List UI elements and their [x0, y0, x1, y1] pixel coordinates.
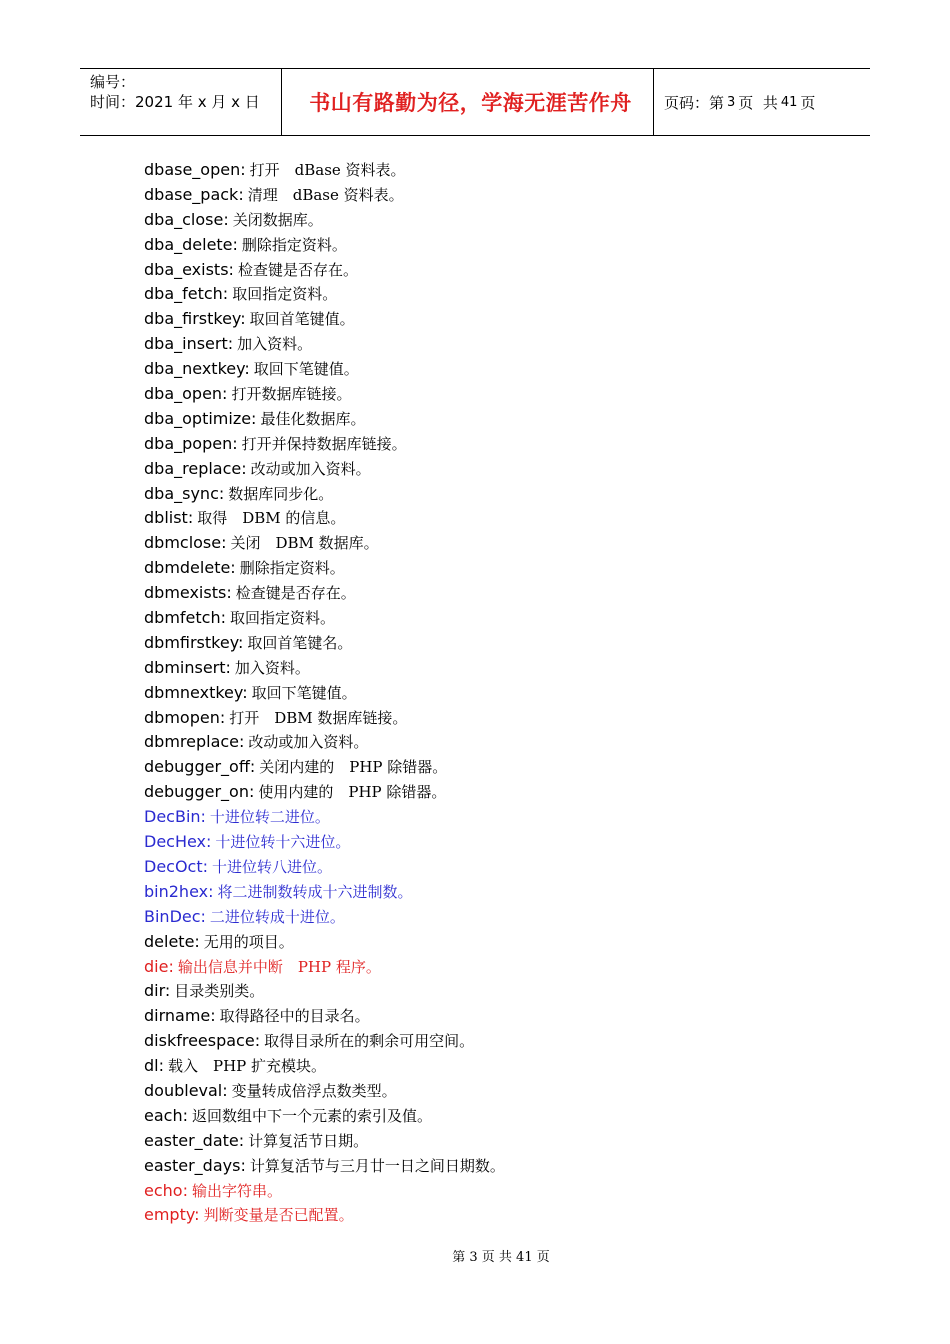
time-label: 时间：2021 年 x 月 x 日 [90, 93, 260, 111]
list-item [144, 1004, 844, 1029]
function-description: 二进位转成十进位。 [209, 907, 345, 926]
function-description: 使用内建的 PHP 除错器。 [258, 783, 447, 802]
list-item [144, 755, 844, 780]
function-description: 关闭数据库。 [232, 210, 323, 229]
list-item [144, 1054, 844, 1079]
list-item [144, 183, 844, 208]
function-description: 打开 dBase 资料表。 [249, 161, 406, 179]
page-current: 3 [727, 94, 736, 110]
page-header [80, 68, 870, 136]
function-name: dbminsert: [144, 657, 231, 677]
list-item [144, 656, 844, 681]
list-item [144, 457, 844, 482]
list-item [144, 482, 844, 507]
function-name: easter_date: [144, 1130, 245, 1150]
function-name: BinDec: [144, 906, 206, 926]
function-name: dbase_open: [144, 160, 246, 179]
function-list [144, 158, 844, 1228]
function-description: 改动或加入资料。 [248, 733, 369, 752]
function-description: 清理 dBase 资料表。 [247, 185, 404, 204]
list-item [144, 158, 844, 183]
list-item [144, 1079, 844, 1104]
function-description: 删除指定资料。 [239, 559, 345, 578]
list-item [144, 332, 844, 357]
function-description: 加入资料。 [234, 658, 310, 677]
function-name: die: [144, 956, 174, 976]
list-item [144, 382, 844, 407]
function-description: 打开数据库链接。 [231, 385, 352, 404]
function-description: 取回指定资料。 [229, 609, 335, 628]
function-description: 改动或加入资料。 [250, 459, 371, 478]
function-name: dba_sync: [144, 483, 225, 503]
function-description: 打开 DBM 数据库链接。 [229, 708, 408, 727]
function-description: 最佳化数据库。 [260, 409, 366, 428]
function-description: 取回首笔键值。 [249, 310, 355, 329]
list-item [144, 1129, 844, 1154]
function-name: doubleval: [144, 1080, 228, 1100]
list-item [144, 556, 844, 581]
function-name: dbmclose: [144, 533, 227, 553]
function-description: 载入 PHP 扩充模块。 [168, 1057, 327, 1076]
function-name: dba_firstkey: [144, 309, 246, 329]
list-item [144, 855, 844, 880]
function-description: 取回下笔键值。 [251, 683, 357, 702]
list-item [144, 830, 844, 855]
function-name: dirname: [144, 1006, 216, 1026]
function-name: dblist: [144, 508, 194, 528]
function-name: easter_days: [144, 1155, 246, 1175]
function-name: dir: [144, 981, 171, 1001]
list-item [144, 1029, 844, 1054]
function-description: 十进位转十六进位。 [215, 833, 351, 852]
list-item [144, 706, 844, 731]
function-description: 无用的项目。 [203, 932, 294, 951]
page-suffix: 页 [800, 93, 816, 112]
list-item [144, 307, 844, 332]
list-item [144, 979, 844, 1004]
list-item [144, 233, 844, 258]
function-description: 目录类别类。 [174, 982, 265, 1001]
function-name: empty: [144, 1205, 200, 1225]
function-name: each: [144, 1105, 188, 1125]
page-prefix: 页码：第 [664, 93, 725, 112]
function-description: 取得路径中的目录名。 [219, 1007, 370, 1026]
function-description: 计算复活节与三月廿一日之间日期数。 [249, 1156, 505, 1175]
function-name: dl: [144, 1056, 164, 1076]
list-item [144, 930, 844, 955]
function-description: 输出信息并中断 PHP 程序。 [177, 957, 381, 976]
number-label: 编号： [90, 73, 136, 91]
list-item [144, 631, 844, 656]
function-name: dbase_pack: [144, 184, 244, 204]
function-description: 关闭 DBM 数据库。 [230, 534, 379, 553]
list-item [144, 905, 844, 930]
list-item [144, 506, 844, 531]
list-item [144, 357, 844, 382]
function-name: DecBin: [144, 807, 206, 827]
function-name: dba_exists: [144, 259, 234, 279]
list-item [144, 780, 844, 805]
function-name: dba_close: [144, 209, 229, 229]
list-item [144, 1154, 844, 1179]
function-name: dba_fetch: [144, 284, 229, 304]
function-name: dba_open: [144, 384, 228, 404]
header-motto: 书山有路勤为径，学海无涯苦作舟 [309, 90, 632, 115]
function-name: dbmnextkey: [144, 682, 248, 702]
function-description: 关闭内建的 PHP 除错器。 [259, 758, 448, 777]
list-item [144, 531, 844, 556]
function-name: dba_nextkey: [144, 359, 250, 379]
function-description: 数据库同步化。 [228, 484, 334, 503]
list-item [144, 1203, 844, 1228]
header-info [80, 69, 282, 135]
list-item [144, 955, 844, 980]
function-name: dba_delete: [144, 234, 238, 254]
function-description: 加入资料。 [237, 335, 313, 354]
function-description: 删除指定资料。 [241, 235, 347, 254]
function-name: dba_optimize: [144, 408, 257, 428]
list-item [144, 432, 844, 457]
function-description: 打开并保持数据库链接。 [241, 434, 407, 453]
function-name: diskfreespace: [144, 1031, 261, 1051]
list-item [144, 282, 844, 307]
function-name: dbmdelete: [144, 558, 236, 578]
list-item [144, 407, 844, 432]
list-item [144, 730, 844, 755]
function-name: DecHex: [144, 832, 212, 852]
function-description: 取回指定资料。 [232, 285, 338, 304]
function-name: echo: [144, 1180, 188, 1200]
list-item [144, 258, 844, 283]
page-mid: 页 共 [738, 93, 778, 112]
function-description: 输出字符串。 [191, 1181, 282, 1200]
page-total: 41 [780, 94, 798, 110]
function-name: dba_popen: [144, 433, 238, 453]
list-item [144, 805, 844, 830]
function-name: dbmexists: [144, 583, 232, 603]
list-item [144, 1179, 844, 1204]
function-description: 十进位转二进位。 [209, 808, 330, 827]
function-name: dbmreplace: [144, 732, 245, 752]
function-name: DecOct: [144, 856, 209, 876]
list-item [144, 606, 844, 631]
function-name: bin2hex: [144, 881, 214, 901]
function-description: 将二进制数转成十六进制数。 [217, 882, 413, 901]
list-item [144, 1104, 844, 1129]
list-item [144, 208, 844, 233]
function-name: dbmfirstkey: [144, 632, 244, 652]
header-motto-cell [282, 69, 654, 135]
function-name: dba_insert: [144, 334, 234, 354]
function-description: 取回下笔键值。 [253, 360, 359, 379]
function-name: delete: [144, 931, 200, 951]
function-description: 返回数组中下一个元素的索引及值。 [191, 1106, 432, 1125]
function-description: 十进位转八进位。 [212, 857, 333, 876]
function-description: 检查键是否存在。 [237, 260, 358, 279]
function-name: dba_replace: [144, 458, 247, 478]
function-description: 取得 DBM 的信息。 [197, 509, 346, 528]
page-footer: 第 3 页 共 41 页 [452, 1250, 550, 1265]
function-description: 变量转成倍浮点数类型。 [231, 1081, 397, 1100]
header-page-info [654, 69, 870, 135]
function-description: 检查键是否存在。 [235, 584, 356, 603]
function-name: debugger_on: [144, 782, 255, 802]
function-name: dbmfetch: [144, 608, 226, 628]
function-description: 计算复活节日期。 [248, 1131, 369, 1150]
function-description: 判断变量是否已配置。 [203, 1206, 354, 1225]
list-item [144, 581, 844, 606]
function-description: 取得目录所在的剩余可用空间。 [264, 1032, 475, 1051]
list-item [144, 681, 844, 706]
function-name: debugger_off: [144, 757, 256, 777]
function-description: 取回首笔键名。 [247, 633, 353, 652]
function-name: dbmopen: [144, 707, 226, 727]
list-item [144, 880, 844, 905]
